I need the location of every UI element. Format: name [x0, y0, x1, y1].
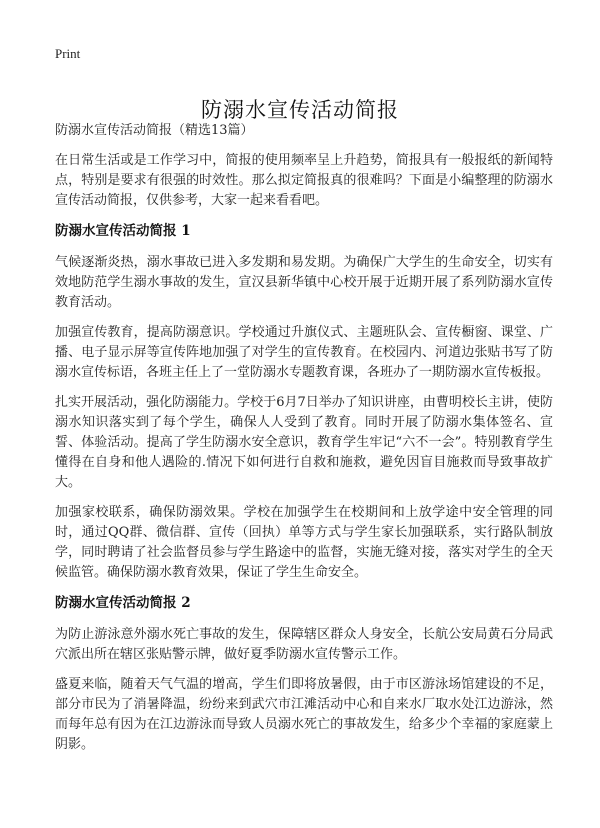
section-paragraph: 扎实开展活动，强化防溺能力。学校于6月7日举办了知识讲座，由曹明校长主讲，使防溺水知识落实到了每个学生，确保人人受到了教育。同时开展了防溺水集体签名、宣誓、体验活动。提高了学生防溺水安全意识，教育学生牢记“六不一会”。特别教育学生懂得在自身和他人遇险的.情况下如何进行自救和施救，避免因盲目施救而导致事故扩大。: [55, 395, 553, 490]
intro-paragraph: 在日常生活或是工作学习中，简报的使用频率呈上升趋势，简报具有一般报纸的新闻特点，特别是要求有很强的时效性。那么拟定简报真的很难吗？下面是小编整理的防溺水宣传活动简报，仅供参考，大家一起来看看吧。: [55, 153, 553, 208]
section-paragraph: 加强家校联系，确保防溺效果。学校在加强学生在校期间和上放学途中安全管理的同时，通过QQ群、微信群、宣传（回执）单等方式与学生家长加强联系，实行路队制放学，同时聘请了社会监督员参与学生路途中的监督，实施无缝对接，落实对学生的全天候监管。确保防溺水教育效果，保证了学生生命安全。: [55, 505, 553, 580]
page-title: 防溺水宣传活动简报: [201, 98, 399, 123]
section-paragraph: 盛夏来临，随着天气气温的增高，学生们即将放暑假，由于市区游泳场馆建设的不足，部分市民为了消暑降温，纷纷来到武穴市江滩活动中心和自来水厂取水处江边游泳，然而每年总有因为在江边游泳而导致人员溺水死亡的事故发生，给多少个幸福的家庭蒙上阴影。: [55, 677, 553, 752]
document-subtitle: 防溺水宣传活动简报（精选13篇）: [55, 123, 254, 138]
section-2: [55, 593, 553, 755]
section-heading: 防溺水宣传活动简报 2: [55, 595, 191, 611]
print-label: Print: [55, 46, 81, 61]
section-paragraph: 为防止游泳意外溺水死亡事故的发生，保障辖区群众人身安全，长航公安局黄石分局武穴派出所在辖区张贴警示牌，做好夏季防溺水宣传警示工作。: [55, 627, 553, 662]
section-paragraph: 气候逐渐炎热，溺水事故已进入多发期和易发期。为确保广大学生的生命安全，切实有效地防范学生溺水事故的发生，宣汉县新华镇中心校开展于近期开展了系列防溺水宣传教育活动。: [55, 255, 553, 310]
section-paragraph: 加强宣传教育，提高防溺意识。学校通过升旗仪式、主题班队会、宣传橱窗、课堂、广播、电子显示屏等宣传阵地加强了对学生的宣传教育。在校园内、河道边张贴书写了防溺水宣传标语，各班主任上了一堂防溺水专题教育课，各班办了一期防溺水宣传板报。: [55, 325, 553, 380]
section-1: [55, 221, 553, 583]
section-heading: 防溺水宣传活动简报 1: [55, 223, 191, 239]
document-body: [55, 121, 553, 765]
